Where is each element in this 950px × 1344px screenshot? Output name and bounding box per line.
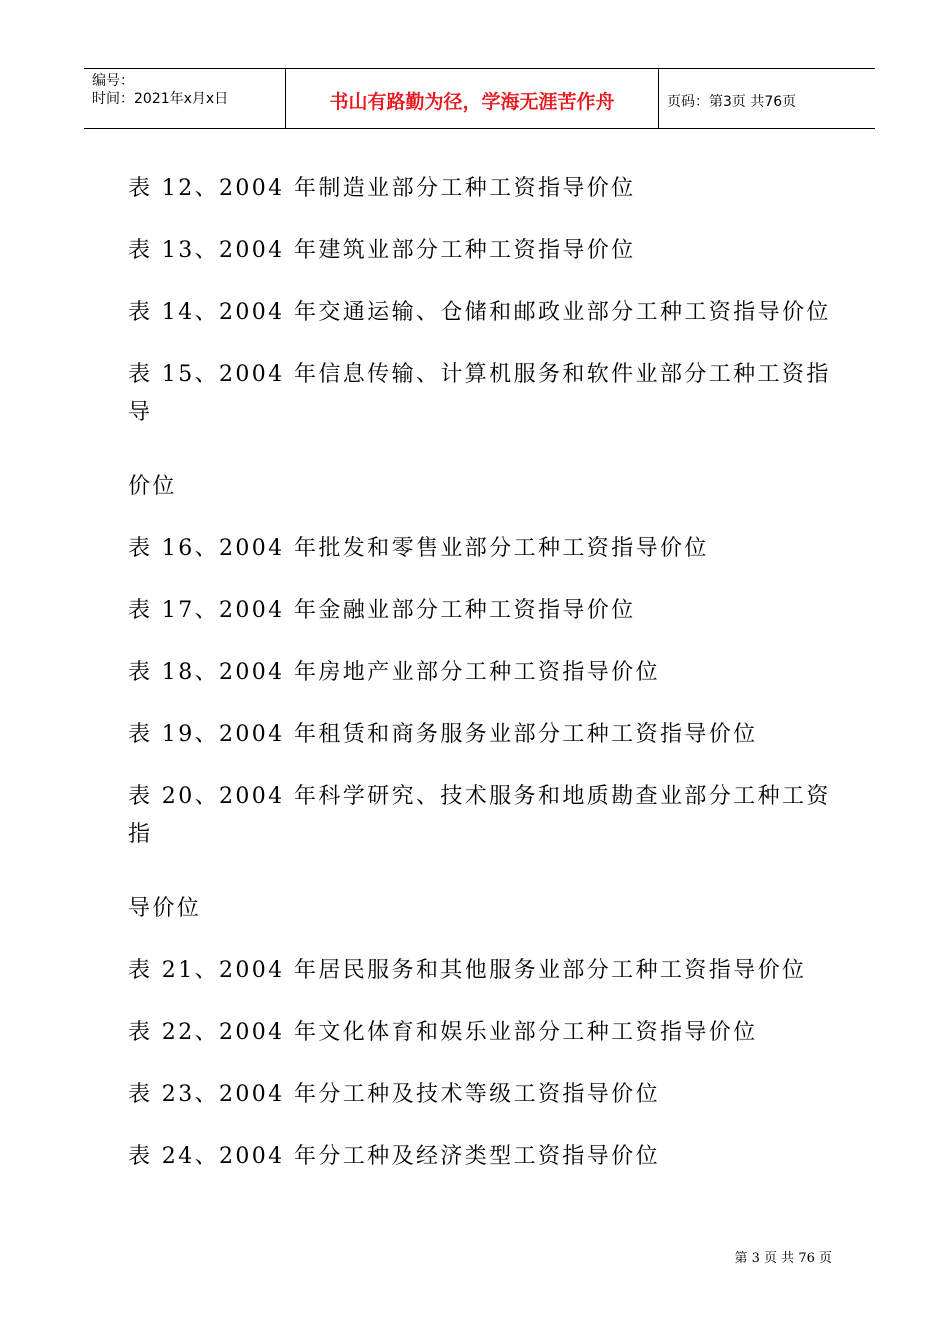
toc-item-text: 表 15、2004 年信息传输、计算机服务和软件业部分工种工资指导: [128, 362, 831, 425]
toc-item: [128, 1014, 848, 1052]
toc-item-text: 表 21、2004 年居民服务和其他服务业部分工种工资指导价位: [128, 958, 807, 983]
toc-item-text: 表 16、2004 年批发和零售业部分工种工资指导价位: [128, 536, 709, 561]
toc-item: [128, 232, 848, 270]
toc-item: [128, 1076, 848, 1114]
page-header: [84, 68, 875, 129]
toc-item: [128, 654, 848, 692]
toc-item-text: 表 13、2004 年建筑业部分工种工资指导价位: [128, 238, 636, 263]
table-of-contents: [128, 170, 848, 1200]
toc-item: [128, 356, 848, 506]
time-label: 时间：2021年x月x日: [92, 91, 229, 107]
toc-item-continuation: 导价位: [128, 896, 202, 921]
toc-item: [128, 716, 848, 754]
toc-item: [128, 530, 848, 568]
toc-item-text: 表 18、2004 年房地产业部分工种工资指导价位: [128, 660, 660, 685]
toc-item-continuation: 价位: [128, 474, 177, 499]
toc-item: [128, 170, 848, 208]
toc-item-text: 表 23、2004 年分工种及技术等级工资指导价位: [128, 1082, 660, 1107]
toc-item: [128, 1138, 848, 1176]
toc-item-text: 表 22、2004 年文化体育和娱乐业部分工种工资指导价位: [128, 1020, 758, 1045]
toc-item-text: 表 12、2004 年制造业部分工种工资指导价位: [128, 176, 636, 201]
toc-item-text: 表 20、2004 年科学研究、技术服务和地质勘查业部分工种工资指: [128, 784, 831, 847]
toc-item-text: 表 24、2004 年分工种及经济类型工资指导价位: [128, 1144, 660, 1169]
toc-item: [128, 592, 848, 630]
page-footer: 第 3 页 共 76 页: [734, 1251, 832, 1266]
toc-item: [128, 952, 848, 990]
header-motto: 书山有路勤为径，学海无涯苦作舟: [286, 69, 659, 128]
toc-item-text: 表 17、2004 年金融业部分工种工资指导价位: [128, 598, 636, 623]
toc-item-text: 表 19、2004 年租赁和商务服务业部分工种工资指导价位: [128, 722, 758, 747]
toc-item: [128, 294, 848, 332]
header-meta: [84, 69, 286, 128]
header-page-info: 页码：第3页 共76页: [667, 93, 797, 110]
toc-item-text: 表 14、2004 年交通运输、仓储和邮政业部分工种工资指导价位: [128, 300, 831, 325]
number-label: 编号：: [92, 73, 134, 89]
toc-item: [128, 778, 848, 928]
